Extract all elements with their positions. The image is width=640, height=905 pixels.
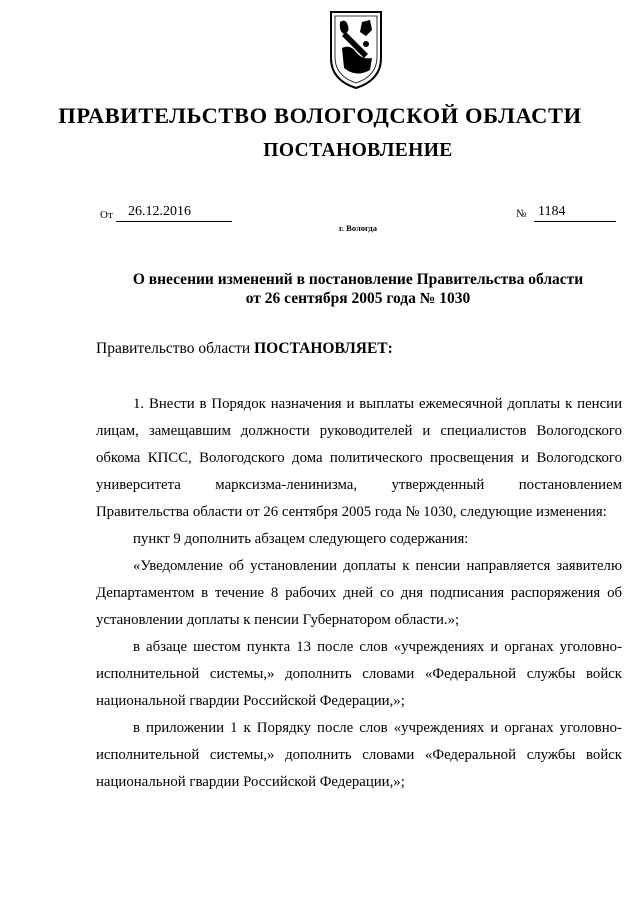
document-type: ПОСТАНОВЛЕНИЕ	[263, 140, 453, 161]
preamble-text: Правительство области	[96, 340, 255, 357]
number-label: №	[516, 208, 527, 220]
vologda-coat-of-arms-icon	[326, 8, 386, 90]
city-name: г. Вологда	[339, 223, 377, 233]
document-body	[96, 391, 622, 796]
heading-line-2: от 26 сентября 2005 года № 1030	[245, 290, 471, 307]
date-label: От	[100, 209, 113, 221]
paragraph: в абзаце шестом пункта 13 после слов «учреждениях и органах уголовно-исполнительной системы,» дополнить словами «Федеральной службы войск национальной гвардии Российской Федерации,»;	[96, 639, 622, 709]
preamble	[96, 340, 393, 358]
paragraph: в приложении 1 к Порядку после слов «учреждениях и органах уголовно-исполнительной системы,» дополнить словами «Федеральной службы войск национальной гвардии Российской Федерации,»;	[96, 720, 622, 790]
document-number: 1184	[534, 203, 616, 222]
paragraph: пункт 9 дополнить абзацем следующего содержания:	[133, 531, 469, 547]
paragraph: «Уведомление об установлении доплаты к пенсии направляется заявителю Департаментом в течение 8 рабочих дней со дня подписания распоряжения об установлении доплаты к пенсии Губернатором области.»;	[96, 558, 622, 628]
preamble-bold: ПОСТАНОВЛЯЕТ:	[254, 340, 393, 357]
paragraph: 1. Внести в Порядок назначения и выплаты ежемесячной доплаты к пенсии лицам, замещавшим должности руководителей и специалистов Вологодского обкома КПСС, Вологодского дома политического просвещения и Вологодского университета марксизма-ленинизма, утвержденный постановлением Правительства области от 26 сентября 2005 года № 1030, следующие изменения:	[96, 396, 622, 520]
document-date: 26.12.2016	[116, 203, 232, 222]
heading-line-1: О внесении изменений в постановление Правительства области	[132, 271, 584, 288]
government-title: ПРАВИТЕЛЬСТВО ВОЛОГОДСКОЙ ОБЛАСТИ	[58, 103, 582, 128]
document-heading	[0, 270, 640, 308]
